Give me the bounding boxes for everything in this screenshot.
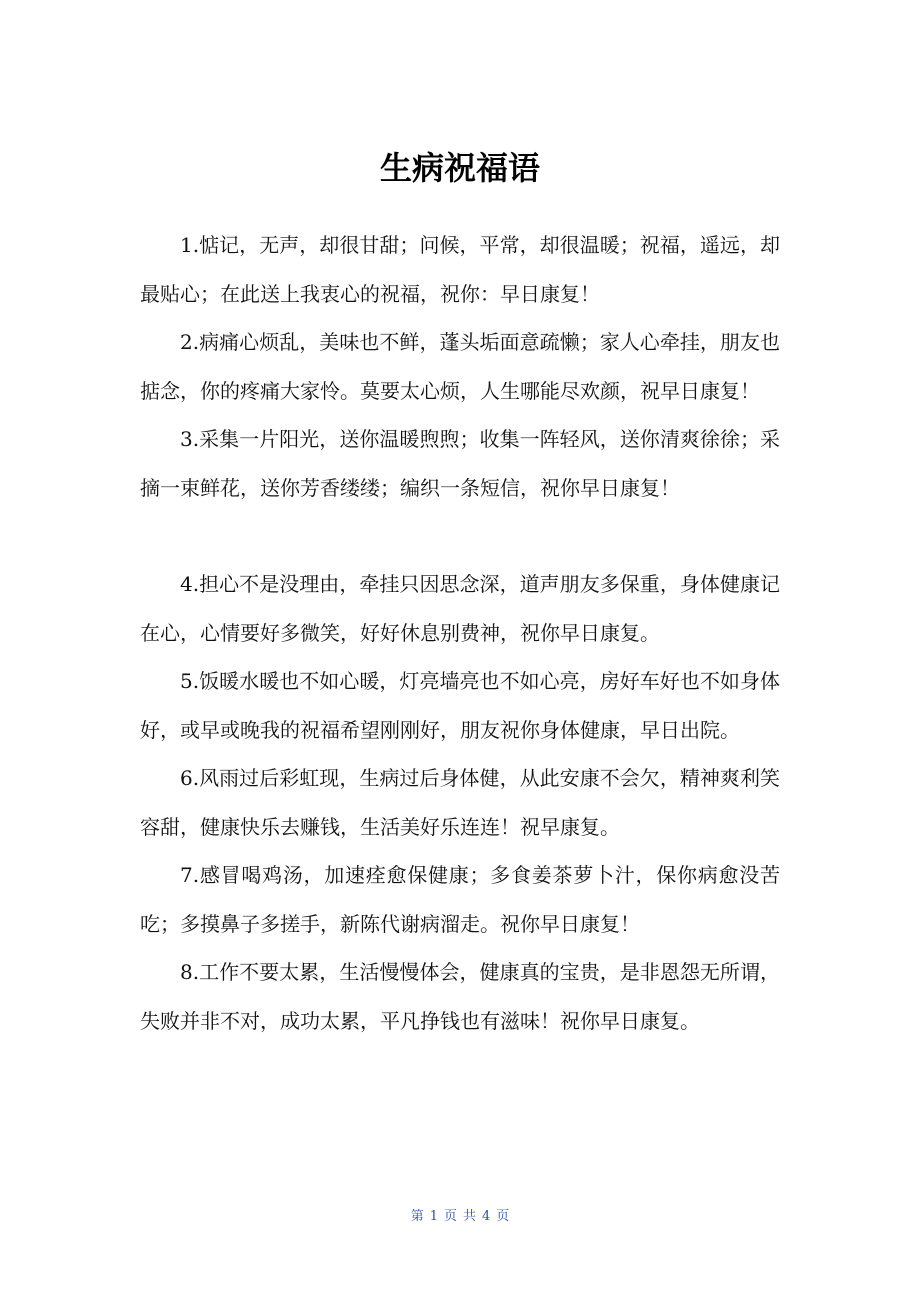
paragraph-5: 5.饭暖水暖也不如心暖，灯亮墙亮也不如心亮，房好车好也不如身体好，或早或晚我的祝福希望刚刚好，朋友祝你身体健康，早日出院。 xyxy=(140,669,780,742)
footer-prefix: 第 xyxy=(410,1209,424,1224)
total-pages-number: 4 xyxy=(482,1209,491,1224)
page-title: 生病祝福语 xyxy=(379,149,540,187)
footer-page-word: 页 xyxy=(443,1209,457,1224)
current-page-number: 1 xyxy=(429,1209,438,1224)
paragraph-3: 3.采集一片阳光，送你温暖煦煦；收集一阵轻风，送你清爽徐徐；采摘一束鲜花，送你芳香缕缕；编织一条短信，祝你早日康复！ xyxy=(140,427,780,500)
paragraph-7: 7.感冒喝鸡汤，加速痊愈保健康；多食姜茶萝卜汁，保你病愈没苦吃；多摸鼻子多搓手，新陈代谢病溜走。祝你早日康复！ xyxy=(140,863,780,936)
paragraph-6: 6.风雨过后彩虹现，生病过后身体健，从此安康不会欠，精神爽利笑容甜，健康快乐去赚钱，生活美好乐连连！祝早康复。 xyxy=(140,766,780,839)
paragraph-1: 1.惦记，无声，却很甘甜；问候，平常，却很温暖；祝福，遥远，却最贴心；在此送上我衷心的祝福，祝你：早日康复！ xyxy=(140,233,780,306)
footer-total-prefix: 共 xyxy=(463,1209,477,1224)
blank-line xyxy=(140,512,780,560)
paragraph-8: 8.工作不要太累，生活慢慢体会，健康真的宝贵，是非恩怨无所谓，失败并非不对，成功太累，平凡挣钱也有滋味！祝你早日康复。 xyxy=(140,960,780,1033)
paragraph-4: 4.担心不是没理由，牵挂只因思念深，道声朋友多保重，身体健康记在心，心情要好多微笑，好好休息别费神，祝你早日康复。 xyxy=(140,572,780,645)
paragraph-2: 2.病痛心烦乱，美味也不鲜，蓬头垢面意疏懒；家人心牵挂，朋友也掂念，你的疼痛大家怜。莫要太心烦，人生哪能尽欢颜，祝早日康复！ xyxy=(140,330,780,403)
page-footer xyxy=(0,1206,920,1228)
document-body xyxy=(140,221,780,1045)
footer-suffix: 页 xyxy=(496,1209,510,1224)
